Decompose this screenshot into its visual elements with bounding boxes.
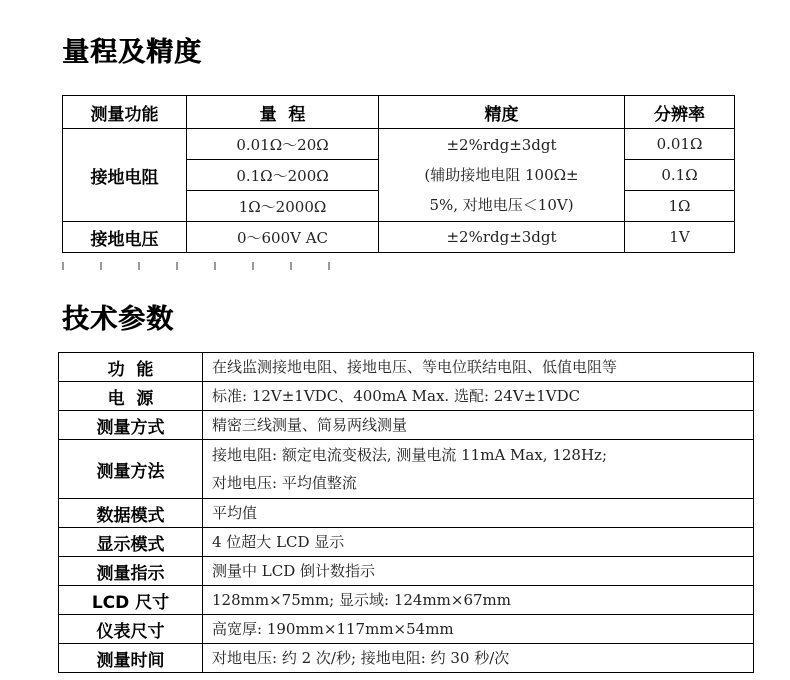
accuracy-cell: ±2%rdg±3dgt (379, 222, 625, 253)
spec-value: 平均值 (203, 499, 754, 528)
spec-value: 标准: 12V±1VDC、400mA Max. 选配: 24V±1VDC (203, 382, 754, 411)
spec-key: 电 源 (59, 382, 203, 411)
cut-off-text-fragment (62, 262, 352, 270)
table-row (59, 557, 754, 586)
range-cell: 0.01Ω～20Ω (187, 129, 379, 160)
spec-value: 128mm×75mm; 显示域: 124mm×67mm (203, 586, 754, 615)
table-header-row (63, 96, 735, 129)
function-ground-voltage: 接地电压 (63, 222, 187, 253)
table-row (59, 382, 754, 411)
table-row (59, 644, 754, 673)
spec-key: 功 能 (59, 353, 203, 382)
table-row (59, 528, 754, 557)
header-range: 量 程 (187, 96, 379, 129)
specs-section-title: 技术参数 (62, 304, 174, 335)
spec-value-line: 接地电阻: 额定电流变极法, 测量电流 11mA Max, 128Hz; (212, 446, 608, 464)
table-row (59, 353, 754, 382)
accuracy-line: ±2%rdg±3dgt (446, 136, 557, 154)
range-cell: 0.1Ω～200Ω (187, 160, 379, 191)
spec-key: 测量方式 (59, 411, 203, 440)
spec-value-line: 对地电压: 平均值整流 (212, 474, 357, 492)
spec-value: 在线监测接地电阻、接地电压、等电位联结电阻、低值电阻等 (203, 353, 754, 382)
accuracy-line: (辅助接地电阻 100Ω± (424, 166, 579, 184)
table-row (59, 586, 754, 615)
spec-key: 测量指示 (59, 557, 203, 586)
table-row (63, 129, 735, 160)
spec-value: 高宽厚: 190mm×117mm×54mm (203, 615, 754, 644)
resolution-cell: 1V (625, 222, 735, 253)
spec-key: 数据模式 (59, 499, 203, 528)
resolution-cell: 0.1Ω (625, 160, 735, 191)
table-row (59, 499, 754, 528)
spec-value: 4 位超大 LCD 显示 (203, 528, 754, 557)
spec-value (203, 440, 754, 499)
resolution-cell: 1Ω (625, 191, 735, 222)
spec-value: 精密三线测量、简易两线测量 (203, 411, 754, 440)
spec-value: 测量中 LCD 倒计数指示 (203, 557, 754, 586)
range-cell: 0～600V AC (187, 222, 379, 253)
spec-key: 显示模式 (59, 528, 203, 557)
header-function: 测量功能 (63, 96, 187, 129)
spec-key: LCD 尺寸 (59, 586, 203, 615)
accuracy-line: 5%, 对地电压＜10V) (429, 196, 574, 214)
function-ground-resistance: 接地电阻 (63, 129, 187, 222)
resolution-cell: 0.01Ω (625, 129, 735, 160)
spec-key: 测量时间 (59, 644, 203, 673)
spec-key: 测量方法 (59, 440, 203, 499)
table-row (59, 440, 754, 499)
range-cell: 1Ω～2000Ω (187, 191, 379, 222)
table-row (59, 615, 754, 644)
accuracy-section-title: 量程及精度 (62, 37, 202, 68)
header-resolution: 分辨率 (625, 96, 735, 129)
spec-value: 对地电压: 约 2 次/秒; 接地电阻: 约 30 秒/次 (203, 644, 754, 673)
accuracy-table (62, 95, 735, 253)
spec-key: 仪表尺寸 (59, 615, 203, 644)
accuracy-ground-resistance (379, 129, 625, 222)
table-row (59, 411, 754, 440)
header-accuracy: 精度 (379, 96, 625, 129)
table-row (63, 222, 735, 253)
specs-table (58, 352, 754, 673)
